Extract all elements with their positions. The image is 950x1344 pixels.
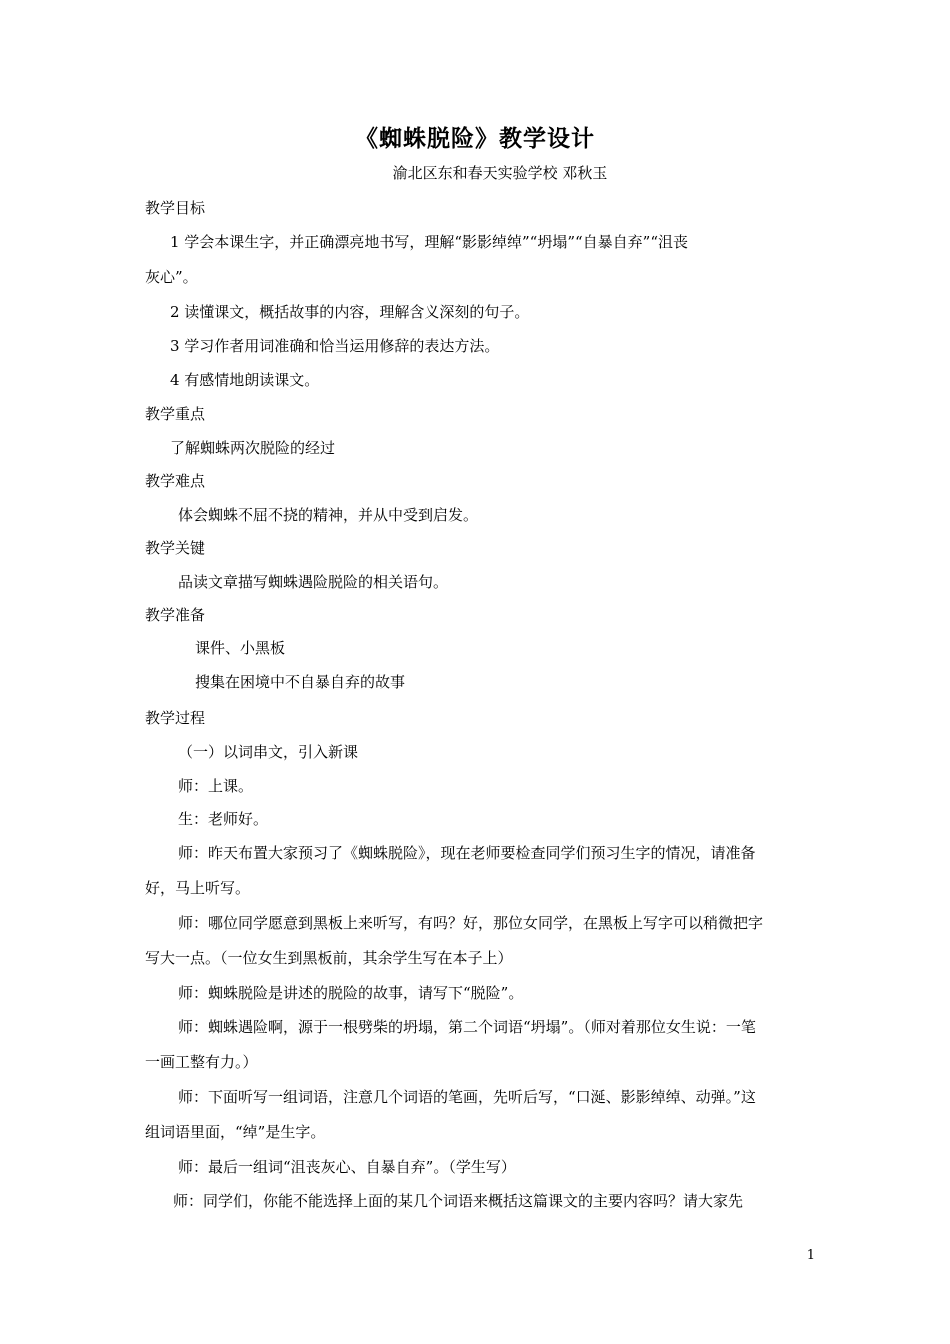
paragraph-line: 师：下面听写一组词语，注意几个词语的笔画，先听后写，“口涎、影影绰绰、动弹。”这 [178,1088,756,1106]
paragraph-line: 灰心”。 [145,268,198,286]
heading-difficulties: 教学难点 [145,472,206,490]
document-title: 《蜘蛛脱险》教学设计 [355,125,595,152]
paragraph-line: 2 读懂课文，概括故事的内容，理解含义深刻的句子。 [170,303,530,321]
paragraph-line: 生：老师好。 [178,810,269,828]
heading-objectives: 教学目标 [145,199,206,217]
paragraph-line: 了解蜘蛛两次脱险的经过 [170,439,336,457]
paragraph-line: 品读文章描写蜘蛛遇险脱险的相关语句。 [178,573,449,591]
paragraph-line: 师：蜘蛛脱险是讲述的脱险的故事，请写下“脱险”。 [178,984,524,1002]
paragraph-line: 师：哪位同学愿意到黑板上来听写，有吗？好，那位女同学，在黑板上写字可以稍微把字 [178,914,764,932]
paragraph-line: 师：同学们，你能不能选择上面的某几个词语来概括这篇课文的主要内容吗？请大家先 [173,1192,744,1210]
paragraph-line: 1 学会本课生字，并正确漂亮地书写，理解“影影绰绰”“坍塌”“自暴自弃”“沮丧 [170,233,688,251]
paragraph-line: 一画工整有力。） [145,1053,258,1071]
paragraph-line: 体会蜘蛛不屈不挠的精神，并从中受到启发。 [178,506,479,524]
paragraph-line: 写大一点。（一位女生到黑板前，其余学生写在本子上） [145,949,513,967]
paragraph-line: 师：昨天布置大家预习了《蜘蛛脱险》，现在老师要检查同学们预习生字的情况，请准备 [178,844,756,862]
paragraph-line: 好，马上听写。 [145,879,251,897]
heading-preparation: 教学准备 [145,606,206,624]
paragraph-line: 3 学习作者用词准确和恰当运用修辞的表达方法。 [170,337,500,355]
paragraph-line: 4 有感情地朗读课文。 [170,371,320,389]
paragraph-line: 师：上课。 [178,777,254,795]
paragraph-line: 组词语里面，“绰”是生字。 [145,1123,326,1141]
heading-key: 教学关键 [145,539,206,557]
page-number: 1 [806,1248,815,1263]
paragraph-line: （一）以词串文，引入新课 [178,743,359,761]
paragraph-line: 搜集在困境中不自暴自弃的故事 [195,673,406,691]
paragraph-line: 师：最后一组词“沮丧灰心、自暴自弃”。（学生写） [178,1158,516,1176]
author-line: 渝北区东和春天实验学校 邓秋玉 [392,164,608,182]
heading-process: 教学过程 [145,709,206,727]
paragraph-line: 课件、小黑板 [195,639,286,657]
heading-key-points: 教学重点 [145,405,206,423]
paragraph-line: 师：蜘蛛遇险啊，源于一根劈柴的坍塌，第二个词语“坍塌”。（师对着那位女生说：一笔 [178,1018,756,1036]
